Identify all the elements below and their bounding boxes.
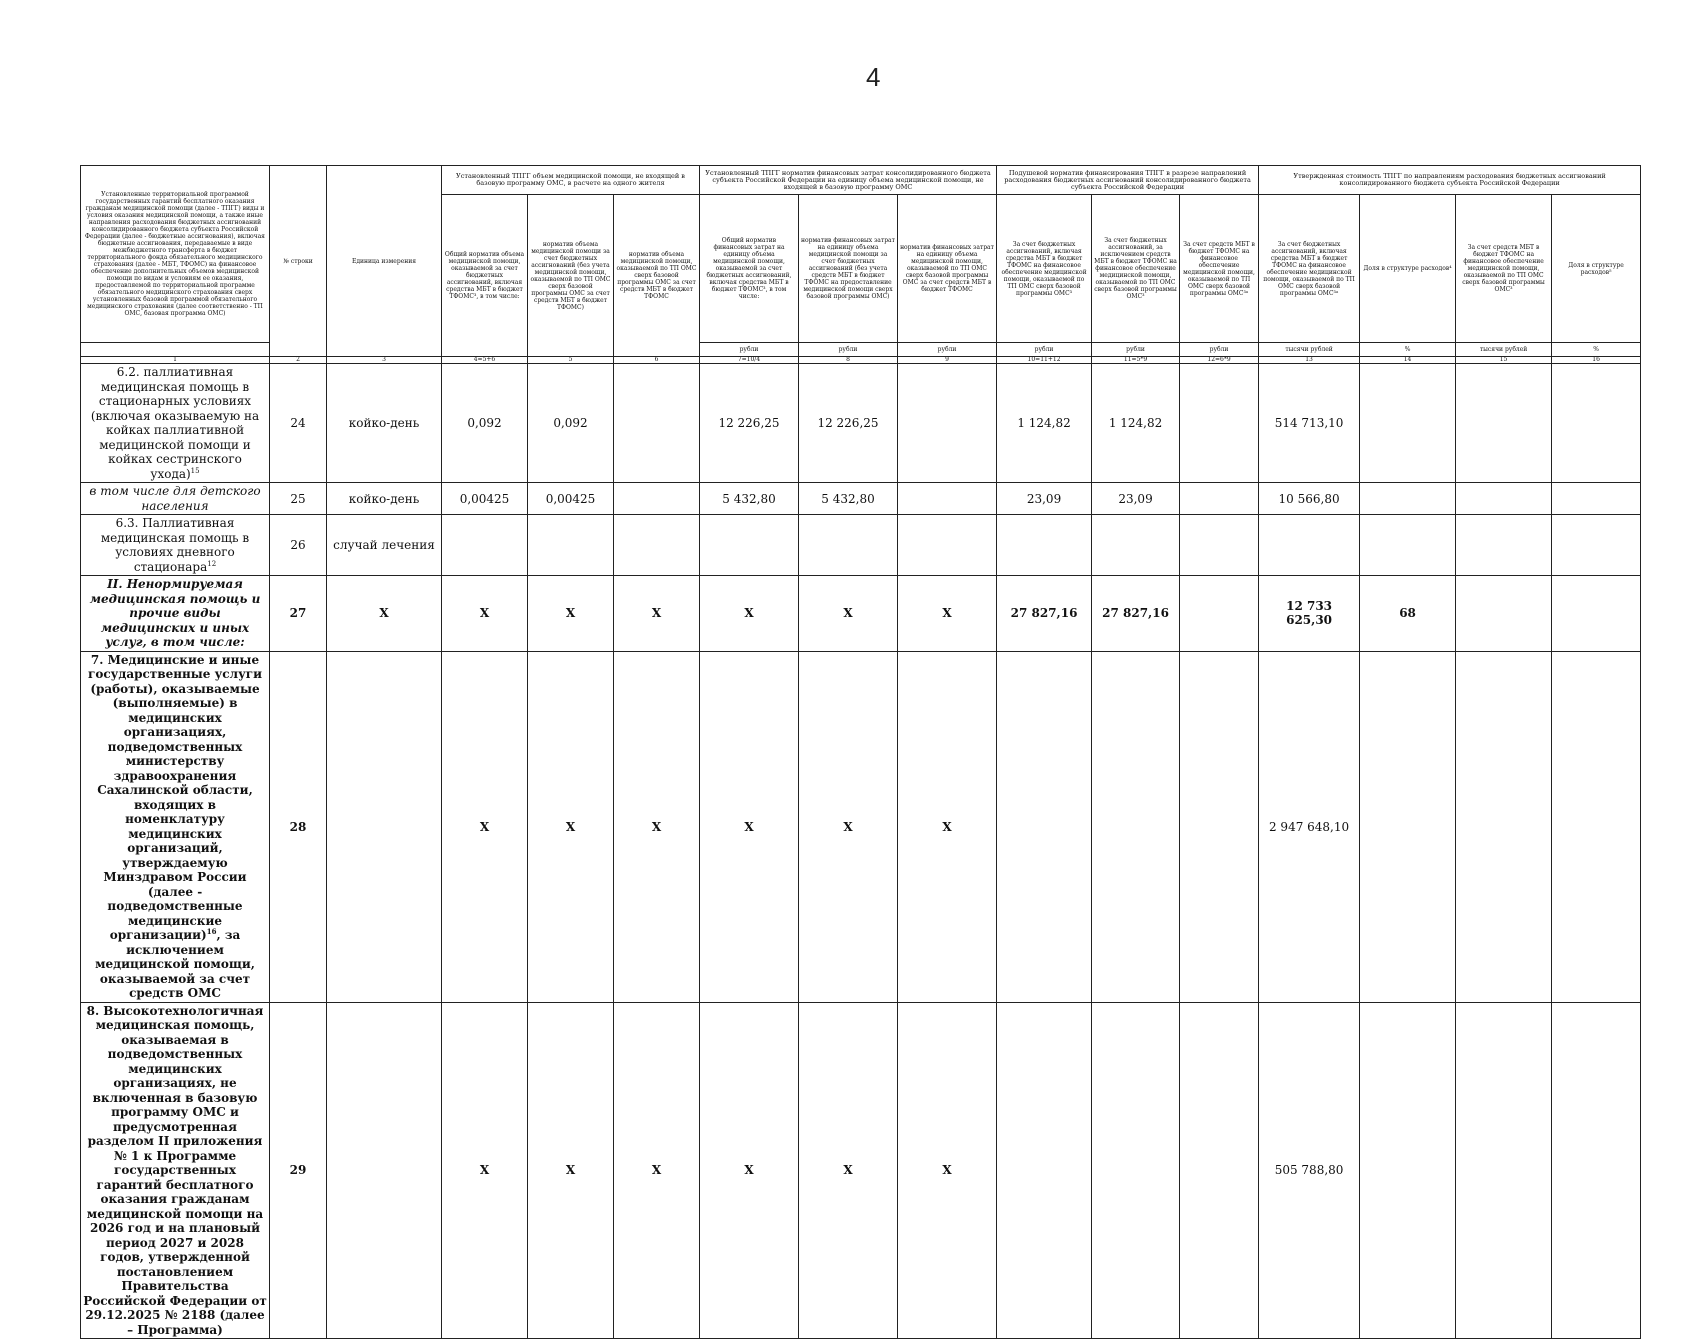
cell-c7 [700, 515, 799, 576]
cell-c10: 1 124,82 [997, 364, 1092, 483]
header-group2: Установленный ТПГГ норматив финансовых затрат консолидированного бюджета субъекта Российской Федерации на единицу объема медицинской помощи, не входящей в базовую программу ОМС [700, 166, 997, 195]
cell-c8: X [799, 1002, 898, 1339]
cell-c4: X [442, 1002, 528, 1339]
table-row [81, 1002, 1641, 1339]
cell-c11: 23,09 [1092, 483, 1180, 515]
cell-c8: X [799, 576, 898, 652]
cell-c12 [1180, 483, 1259, 515]
cell-c13: 514 713,10 [1259, 364, 1360, 483]
cell-c11: 1 124,82 [1092, 364, 1180, 483]
header-c13: За счет бюджетных ассигнований, включая средства МБТ в бюджет ТФОМС на финансовое обеспечение медицинской помощи, оказываемой по ТП ОМС сверх базовой программы ОМС³ᵃ [1259, 195, 1360, 343]
header-c5: норматив объема медицинской помощи за счет бюджетных ассигнований (без учета медицинской помощи, оказываемой по ТП ОМС сверх базовой программы ОМС за счет средств МБТ в бюджет ТФОМС) [528, 195, 614, 357]
unit-c14: % [1360, 343, 1456, 357]
table-row [81, 364, 1641, 483]
cell-c13: 2 947 648,10 [1259, 651, 1360, 1002]
row-unit [327, 651, 442, 1002]
cell-c16 [1552, 576, 1641, 652]
cell-c7: 12 226,25 [700, 364, 799, 483]
cell-c16 [1552, 483, 1641, 515]
cell-c5: X [528, 651, 614, 1002]
cell-c10 [997, 1002, 1092, 1339]
cell-c14 [1360, 1002, 1456, 1339]
column-number: 15 [1456, 357, 1552, 364]
cell-c4: X [442, 651, 528, 1002]
cell-c15 [1456, 576, 1552, 652]
cell-c16 [1552, 651, 1641, 1002]
header-c9: норматив финансовых затрат на единицу объема медицинской помощи, оказываемой по ТП ОМС сверх базовой программы ОМС за счет средств МБТ в бюджет ТФОМС [898, 195, 997, 343]
column-number: 4=5+6 [442, 357, 528, 364]
row-name: 6.2. паллиативная медицинская помощь в стационарных условиях (включая оказываемую на койках паллиативной медицинской помощи и койках сестринского ухода)$^{15}$ [81, 364, 270, 483]
column-number: 10=11+12 [997, 357, 1092, 364]
row-name: 7. Медицинские и иные государственные услуги (работы), оказываемые (выполняемые) в медицинских организациях, подведомственных министерству здравоохранения Сахалинской области, входящих в номенклатуру медицинских организаций, утверждаемую Минздравом России (далее - подведомственные медицинские организации)$^{16}$, за исключением медицинской помощи, оказываемой за счет средств ОМС [81, 651, 270, 1002]
header-c10: За счет бюджетных ассигнований, включая средства МБТ в бюджет ТФОМС на финансовое обеспечение медицинской помощи, оказываемой по ТП ОМС сверх базовой программы ОМС³ [997, 195, 1092, 343]
header-col1: Установленные территориальной программой государственных гарантий бесплатного оказания гражданам медицинской помощи (далее - ТПГГ) виды и условия оказания медицинской помощи, а также иные направления расходования бюджетных ассигнований консолидированного бюджета субъекта Российской Федерации (далее - бюджетные ассигнования), включая бюджетные ассигнования, передаваемые в виде межбюджетного трансферта в бюджет территориального фонда обязательного медицинского страхования (далее - МБТ, ТФОМС) на финансовое обеспечение дополнительных объемов медицинской помощи по видам и условиям ее оказания, предоставляемой по территориальной программе обязательного медицинского страхования сверх установленных базовой программой обязательного медицинского страхования (далее соответственно - ТП ОМС, базовая программа ОМС) [81, 166, 270, 343]
column-number: 14 [1360, 357, 1456, 364]
cell-c10: 27 827,16 [997, 576, 1092, 652]
cell-c14 [1360, 364, 1456, 483]
cell-c12 [1180, 1002, 1259, 1339]
row-name: в том числе для детского населения [81, 483, 270, 515]
unit-c15: тысячи рублей [1456, 343, 1552, 357]
column-number: 11=5*9 [1092, 357, 1180, 364]
cell-c12 [1180, 364, 1259, 483]
unit-c13: тысячи рублей [1259, 343, 1360, 357]
column-number: 2 [270, 357, 327, 364]
cell-c9: X [898, 576, 997, 652]
cell-c6 [614, 483, 700, 515]
row-unit: койко-день [327, 364, 442, 483]
unit-c11: рубли [1092, 343, 1180, 357]
cell-c5: 0,092 [528, 364, 614, 483]
row-unit: койко-день [327, 483, 442, 515]
row-name: II. Ненормируемая медицинская помощь и прочие виды медицинских и иных услуг, в том числе: [81, 576, 270, 652]
cell-c9 [898, 515, 997, 576]
page-number: 4 [866, 62, 881, 92]
cell-c8: 5 432,80 [799, 483, 898, 515]
cell-c5: X [528, 1002, 614, 1339]
cell-c16 [1552, 515, 1641, 576]
table-row [81, 483, 1641, 515]
unit-c10: рубли [997, 343, 1092, 357]
column-number: 9 [898, 357, 997, 364]
row-unit [327, 1002, 442, 1339]
cell-c15 [1456, 364, 1552, 483]
table-row [81, 515, 1641, 576]
table-row [81, 651, 1641, 1002]
cell-c9 [898, 483, 997, 515]
header-c11: За счет бюджетных ассигнований, за исключением средств МБТ в бюджет ТФОМС на финансовое обеспечение медицинской помощи, оказываемой по ТП ОМС сверх базовой программы ОМС³ [1092, 195, 1180, 343]
cell-c16 [1552, 364, 1641, 483]
header-c14: Доля в структуре расходов⁴ [1360, 195, 1456, 343]
cell-c11 [1092, 651, 1180, 1002]
cell-c8: 12 226,25 [799, 364, 898, 483]
cell-c7: X [700, 576, 799, 652]
column-number-row [81, 357, 1641, 364]
row-number: 27 [270, 576, 327, 652]
column-number: 1 [81, 357, 270, 364]
cell-c13: 12 733 625,30 [1259, 576, 1360, 652]
column-number: 16 [1552, 357, 1641, 364]
cell-c16 [1552, 1002, 1641, 1339]
cell-c10 [997, 651, 1092, 1002]
cell-c9: X [898, 1002, 997, 1339]
cell-c11 [1092, 1002, 1180, 1339]
row-number: 28 [270, 651, 327, 1002]
column-number: 13 [1259, 357, 1360, 364]
cell-c10: 23,09 [997, 483, 1092, 515]
cell-c14 [1360, 483, 1456, 515]
cell-c8: X [799, 651, 898, 1002]
header-group4: Утвержденная стоимость ТПГГ по направлениям расходования бюджетных ассигнований консолидированного бюджета субъекта Российской Федерации [1259, 166, 1641, 195]
cell-c11: 27 827,16 [1092, 576, 1180, 652]
cell-c7: 5 432,80 [700, 483, 799, 515]
cell-c15 [1456, 515, 1552, 576]
cell-c6: X [614, 1002, 700, 1339]
unit-c9: рубли [898, 343, 997, 357]
cell-c4: 0,092 [442, 364, 528, 483]
row-unit: случай лечения [327, 515, 442, 576]
row-number: 25 [270, 483, 327, 515]
row-name: 8. Высокотехнологичная медицинская помощь, оказываемая в подведомственных медицинских организациях, не включенная в базовую программу ОМС и предусмотренная разделом II приложения № 1 к Программе государственных гарантий бесплатного оказания гражданам медицинской помощи на 2026 год и на плановый период 2027 и 2028 годов, утвержденной постановлением Правительства Российской Федерации от 29.12.2025 № 2188 (далее – Программа) [81, 1002, 270, 1339]
column-number: 5 [528, 357, 614, 364]
unit-c8: рубли [799, 343, 898, 357]
header-group3: Подушевой норматив финансирования ТПГГ в разрезе направлений расходования бюджетных ассигнований консолидированного бюджета субъекта Российской Федерации [997, 166, 1259, 195]
cell-c5 [528, 515, 614, 576]
header-col1-continued [81, 343, 270, 357]
cell-c10 [997, 515, 1092, 576]
cell-c12 [1180, 651, 1259, 1002]
header-c4: Общий норматив объема медицинской помощи, оказываемой за счет бюджетных ассигнований, включая средства МБТ в бюджет ТФОМС³, в том числе: [442, 195, 528, 357]
row-number: 24 [270, 364, 327, 483]
cell-c5: X [528, 576, 614, 652]
unit-c16: % [1552, 343, 1641, 357]
cell-c14 [1360, 515, 1456, 576]
unit-c7: рубли [700, 343, 799, 357]
cell-c6: X [614, 576, 700, 652]
row-name: 6.3. Паллиативная медицинская помощь в условиях дневного стационара$^{12}$ [81, 515, 270, 576]
column-number: 12=6*9 [1180, 357, 1259, 364]
cell-c15 [1456, 651, 1552, 1002]
cell-c7: X [700, 1002, 799, 1339]
header-c12: За счет средств МБТ в бюджет ТФОМС на финансовое обеспечение медицинской помощи, оказываемой по ТП ОМС сверх базовой программы ОМС³ᵃ [1180, 195, 1259, 343]
cell-c14 [1360, 651, 1456, 1002]
header-c16: Доля в структуре расходов⁵ [1552, 195, 1641, 343]
header-c15: За счет средств МБТ в бюджет ТФОМС на финансовое обеспечение медицинской помощи, оказываемой по ТП ОМС сверх базовой программы ОМС³ [1456, 195, 1552, 343]
cell-c7: X [700, 651, 799, 1002]
cell-c9 [898, 364, 997, 483]
cell-c13: 505 788,80 [1259, 1002, 1360, 1339]
column-number: 6 [614, 357, 700, 364]
cell-c4: X [442, 576, 528, 652]
cell-c4 [442, 515, 528, 576]
column-number: 3 [327, 357, 442, 364]
cell-c12 [1180, 576, 1259, 652]
cell-c5: 0,00425 [528, 483, 614, 515]
cell-c9: X [898, 651, 997, 1002]
cell-c6 [614, 364, 700, 483]
table-row [81, 576, 1641, 652]
cell-c6 [614, 515, 700, 576]
header-c8: норматив финансовых затрат на единицу объема медицинской помощи за счет бюджетных ассигнований (без учета средств МБТ в бюджет ТФОМС на предоставление медицинской помощи сверх базовой программы ОМС) [799, 195, 898, 343]
header-col3: Единица измерения [327, 166, 442, 357]
row-number: 29 [270, 1002, 327, 1339]
financing-table [80, 165, 1641, 1339]
cell-c4: 0,00425 [442, 483, 528, 515]
cell-c15 [1456, 483, 1552, 515]
cell-c13 [1259, 515, 1360, 576]
unit-c12: рубли [1180, 343, 1259, 357]
cell-c15 [1456, 1002, 1552, 1339]
column-number: 7=10/4 [700, 357, 799, 364]
header-col2: № строки [270, 166, 327, 357]
cell-c13: 10 566,80 [1259, 483, 1360, 515]
row-unit: X [327, 576, 442, 652]
row-number: 26 [270, 515, 327, 576]
header-c7: Общий норматив финансовых затрат на единицу объема медицинской помощи, оказываемой за счет бюджетных ассигнований, включая средства МБТ в бюджет ТФОМС³, в том числе: [700, 195, 799, 343]
column-number: 8 [799, 357, 898, 364]
cell-c8 [799, 515, 898, 576]
header-c6: норматив объема медицинской помощи, оказываемой по ТП ОМС сверх базовой программы ОМС за счет средств МБТ в бюджет ТФОМС [614, 195, 700, 357]
cell-c14: 68 [1360, 576, 1456, 652]
cell-c11 [1092, 515, 1180, 576]
cell-c12 [1180, 515, 1259, 576]
cell-c6: X [614, 651, 700, 1002]
header-group1: Установленный ТПГГ объем медицинской помощи, не входящей в базовую программу ОМС, в расчете на одного жителя [442, 166, 700, 195]
